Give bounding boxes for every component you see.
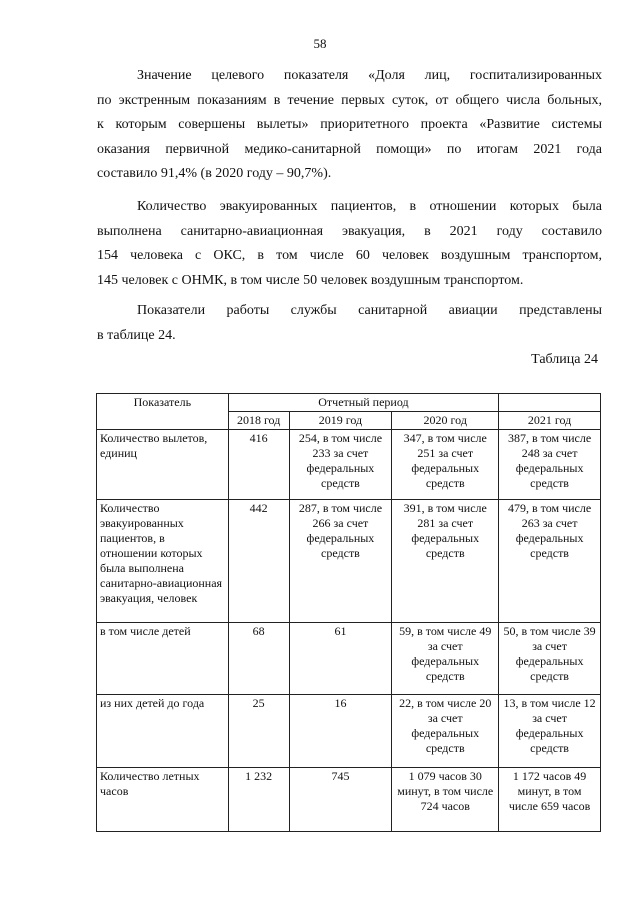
table-cell: 25 [228, 695, 289, 768]
table-row [97, 695, 601, 768]
table-cell: 61 [289, 623, 392, 695]
table-cell: 50, в том числе 39 за счет федеральных средств [499, 623, 601, 695]
table-row [97, 500, 601, 623]
header-year: 2021 год [499, 412, 601, 430]
paragraph-evacuated [97, 195, 602, 293]
table-cell: 16 [289, 695, 392, 768]
row-label: из них детей до года [97, 695, 229, 768]
header-period: Отчетный период [228, 394, 498, 412]
table-cell: 416 [228, 430, 289, 500]
header-empty [499, 394, 601, 412]
table-cell: 391, в том числе 281 за счет федеральных средств [392, 500, 499, 623]
table-cell: 479, в том числе 263 за счет федеральных средств [499, 500, 601, 623]
table-cell: 254, в том числе 233 за счет федеральных средств [289, 430, 392, 500]
table-cell: 59, в том числе 49 за счет федеральных средств [392, 623, 499, 695]
table-cell: 745 [289, 768, 392, 832]
paragraph-line: Количество эвакуированных пациентов, в отношении которых была [137, 199, 602, 214]
header-year: 2018 год [228, 412, 289, 430]
table-cell: 13, в том числе 12 за счет федеральных средств [499, 695, 601, 768]
table-cell: 1 079 часов 30 минут, в том числе 724 часов [392, 768, 499, 832]
table-cell: 1 172 часов 49 минут, в том числе 659 часов [499, 768, 601, 832]
paragraph-line: 145 человек с ОНМК, в том числе 50 человек воздушным транспортом. [97, 272, 524, 288]
table-cell: 442 [228, 500, 289, 623]
page-number: 58 [313, 36, 327, 51]
header-year: 2019 год [289, 412, 392, 430]
paragraph-line: Значение целевого показателя «Доля лиц, госпитализированных [137, 68, 602, 83]
table-header-row [97, 394, 601, 412]
sanitary-aviation-table [96, 393, 601, 832]
row-label: Количество вылетов, единиц [97, 430, 229, 500]
table-cell: 347, в том числе 251 за счет федеральных средств [392, 430, 499, 500]
paragraph-line: 154 человека с ОКС, в том числе 60 человек воздушным транспортом, [97, 248, 602, 263]
paragraph-line: Показатели работы службы санитарной авиации представлены [137, 303, 602, 318]
table-row [97, 623, 601, 695]
paragraph-target-indicator [97, 64, 602, 187]
row-label: в том числе детей [97, 623, 229, 695]
paragraph-line: в таблице 24. [97, 327, 176, 343]
paragraph-table-intro [97, 299, 602, 348]
paragraph-line: оказания первичной медико-санитарной помощи» по итогам 2021 года [97, 141, 602, 157]
table-cell: 1 232 [228, 768, 289, 832]
header-year: 2020 год [392, 412, 499, 430]
table-caption: Таблица 24 [531, 352, 598, 367]
table-cell: 22, в том числе 20 за счет федеральных средств [392, 695, 499, 768]
row-label: Количество летных часов [97, 768, 229, 832]
header-indicator: Показатель [97, 394, 229, 430]
table-row [97, 430, 601, 500]
paragraph-line: составило 91,4% (в 2020 году – 90,7%). [97, 166, 332, 181]
paragraph-line: по экстренным показаниям в течение первых суток, от общего числа больных, [97, 92, 602, 108]
table-cell: 287, в том числе 266 за счет федеральных средств [289, 500, 392, 623]
table-row [97, 768, 601, 832]
paragraph-line: к которым совершены вылеты» приоритетного проекта «Развитие системы [97, 117, 602, 132]
table-cell: 387, в том числе 248 за счет федеральных средств [499, 430, 601, 500]
table-cell: 68 [228, 623, 289, 695]
row-label: Количество эвакуированных пациентов, в отношении которых была выполнена санитарно-авиационная эвакуация, человек [97, 500, 229, 623]
paragraph-line: выполнена санитарно-авиационная эвакуация, в 2021 году составило [97, 223, 602, 239]
